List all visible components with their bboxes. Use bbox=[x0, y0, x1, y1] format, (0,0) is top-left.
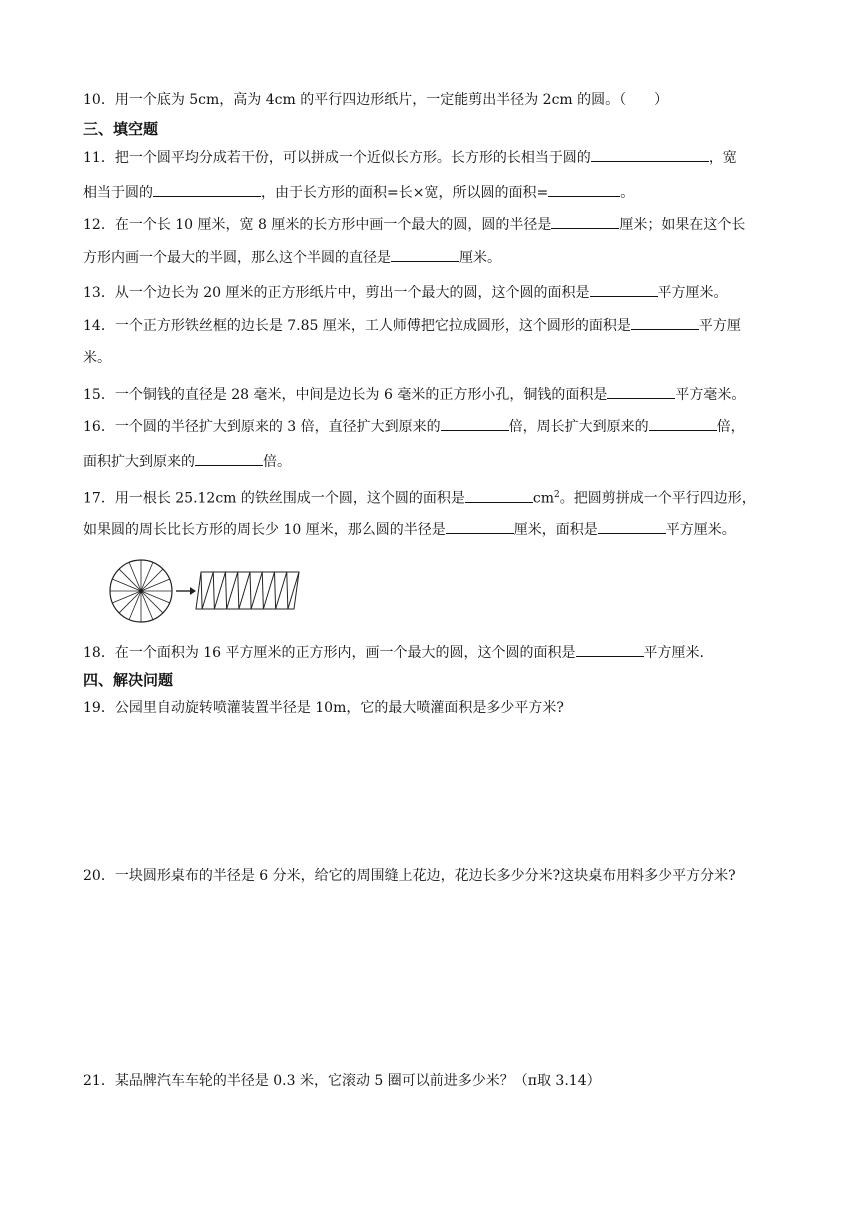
circle-to-parallelogram-figure bbox=[108, 557, 303, 625]
parallelogram-strips bbox=[196, 572, 299, 609]
answer-blank[interactable] bbox=[590, 282, 658, 297]
question-14-line-1: 14．一个正方形铁丝框的边长是 7.85 厘米，工人师傅把它拉成圆形，这个圆形的面积是 平方厘 bbox=[83, 315, 741, 336]
answer-blank[interactable] bbox=[551, 214, 619, 229]
question-20: 20．一块圆形桌布的半径是 6 分米，给它的周围缝上花边，花边长多少分米?这块桌布用料多少平方分米? bbox=[83, 868, 736, 884]
answer-blank[interactable] bbox=[465, 488, 533, 503]
question-16-line-2: 面积扩大到原来的 倍。 bbox=[83, 451, 291, 472]
answer-blank[interactable] bbox=[607, 384, 675, 399]
answer-blank[interactable] bbox=[548, 182, 620, 197]
question-16-line-1: 16．一个圆的半径扩大到原来的 3 倍，直径扩大到原来的 倍，周长扩大到原来的 倍， bbox=[83, 416, 745, 437]
question-18: 18．在一个面积为 16 平方厘米的正方形内，画一个最大的圆，这个圆的面积是 平方厘米. bbox=[83, 642, 704, 663]
answer-blank[interactable] bbox=[195, 451, 263, 466]
question-14-line-2: 米。 bbox=[83, 350, 111, 366]
question-19: 19．公园里自动旋转喷灌装置半径是 10m，它的最大喷灌面积是多少平方米? bbox=[83, 700, 564, 716]
answer-blank[interactable] bbox=[446, 519, 514, 534]
question-11-line-1: 11．把一个圆平均分成若干份，可以拼成一个近似长方形。长方形的长相当于圆的 ，宽 bbox=[83, 147, 737, 168]
answer-blank[interactable] bbox=[598, 519, 666, 534]
question-15: 15．一个铜钱的直径是 28 毫米，中间是边长为 6 毫米的正方形小孔，铜钱的面积是 平方毫米。 bbox=[83, 384, 745, 405]
answer-blank[interactable] bbox=[153, 182, 261, 197]
question-12-line-1: 12．在一个长 10 厘米，宽 8 厘米的长方形中画一个最大的圆，圆的半径是 厘米；如果在这个长 bbox=[83, 214, 745, 235]
answer-blank[interactable] bbox=[391, 247, 459, 262]
section-3-title: 三、填空题 bbox=[83, 120, 159, 138]
question-11-line-2: 相当于圆的 ，由于长方形的面积=长×宽，所以圆的面积= 。 bbox=[83, 182, 634, 203]
question-10: 10．用一个底为 5cm，高为 4cm 的平行四边形纸片，一定能剪出半径为 2cm 的圆。（ ） bbox=[83, 92, 669, 108]
divided-circle bbox=[110, 560, 172, 622]
question-13: 13．从一个边长为 20 厘米的正方形纸片中，剪出一个最大的圆，这个圆的面积是 平方厘米。 bbox=[83, 282, 728, 303]
section-4-title: 四、解决问题 bbox=[83, 671, 174, 689]
answer-blank[interactable] bbox=[631, 315, 699, 330]
answer-blank[interactable] bbox=[576, 642, 644, 657]
question-12-line-2: 方形内画一个最大的半圆，那么这个半圆的直径是 厘米。 bbox=[83, 247, 501, 268]
answer-blank[interactable] bbox=[441, 416, 509, 431]
arrow-icon bbox=[176, 587, 196, 595]
question-21: 21．某品牌汽车车轮的半径是 0.3 米，它滚动 5 圈可以前进多少米？（π取 3.14） bbox=[83, 1073, 601, 1089]
question-17-line-1: 17．用一根长 25.12cm 的铁丝围成一个圆，这个圆的面积是 $cm^2$。把圆剪拼成一个平行四边形， bbox=[83, 485, 756, 509]
answer-blank[interactable] bbox=[649, 416, 717, 431]
answer-blank[interactable] bbox=[591, 147, 709, 162]
question-17-line-2: 如果圆的周长比长方形的周长少 10 厘米，那么圆的半径是 厘米，面积是 平方厘米。 bbox=[83, 519, 736, 540]
